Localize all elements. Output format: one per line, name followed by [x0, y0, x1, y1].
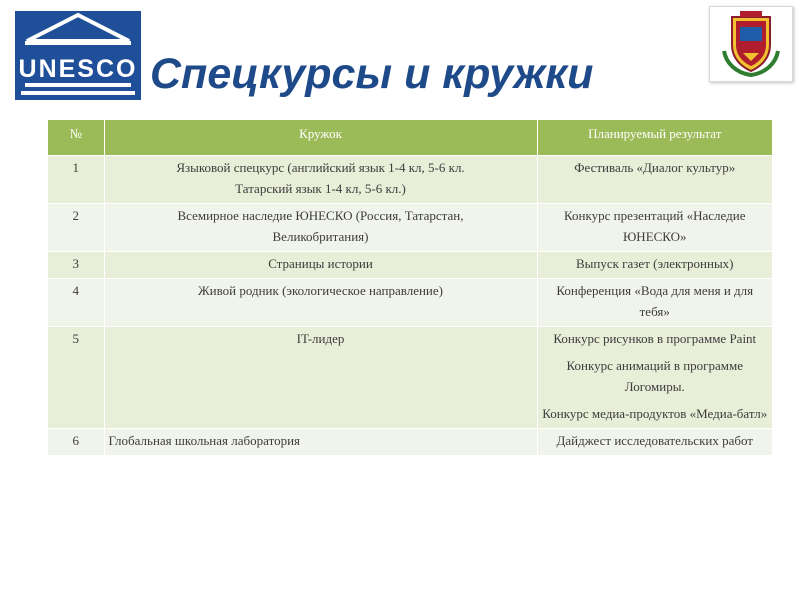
table-row [48, 204, 772, 252]
result-item: Конференция «Вода для меня и для тебя» [556, 283, 754, 319]
club-name [104, 429, 537, 456]
club-name-line: Живой родник (экологическое направление) [197, 283, 443, 298]
club-name-line: Великобритания) [272, 229, 369, 244]
club-name-line: IT-лидер [296, 331, 345, 346]
club-name [104, 156, 537, 204]
planned-result [537, 279, 772, 327]
table-row [48, 327, 772, 429]
club-name [104, 204, 537, 252]
unesco-logo [15, 11, 141, 100]
result-item: Выпуск газет (электронных) [575, 256, 734, 271]
column-header-club: Кружок [104, 120, 537, 156]
table-header-row [48, 120, 772, 156]
club-name-line: Всемирное наследие ЮНЕСКО (Россия, Татарстан, [177, 208, 464, 223]
club-name [104, 252, 537, 279]
courses-table [48, 120, 772, 455]
row-number: 6 [48, 429, 104, 456]
club-name [104, 327, 537, 429]
page-title: Спецкурсы и кружки [150, 50, 594, 98]
row-number: 3 [48, 252, 104, 279]
club-name [104, 279, 537, 327]
school-crest [709, 6, 793, 82]
column-header-number: № [48, 120, 104, 156]
unesco-temple-icon [15, 11, 141, 100]
result-item: Конкурс анимаций в программе Логомиры. [566, 358, 743, 394]
result-item: Дайджест исследовательских работ [556, 433, 753, 448]
row-number: 2 [48, 204, 104, 252]
crest-icon [710, 7, 792, 81]
club-name-line: Страницы истории [268, 256, 373, 271]
table-row [48, 429, 772, 456]
table-row [48, 156, 772, 204]
club-name-line: Татарский язык 1-4 кл, 5-6 кл.) [235, 181, 406, 196]
planned-result [537, 429, 772, 456]
row-number: 5 [48, 327, 104, 429]
result-item: Конкурс презентаций «Наследие ЮНЕСКО» [564, 208, 746, 244]
table-row [48, 252, 772, 279]
column-header-result: Планируемый результат [537, 120, 772, 156]
result-item: Конкурс рисунков в программе Paint [553, 331, 757, 346]
planned-result [537, 252, 772, 279]
result-item: Фестиваль «Диалог культур» [574, 160, 736, 175]
planned-result [537, 327, 772, 429]
planned-result [537, 156, 772, 204]
club-name-line: Глобальная школьная лаборатория [108, 433, 301, 448]
unesco-logo-text: UNESCO [18, 55, 138, 83]
planned-result [537, 204, 772, 252]
result-item: Конкурс медиа-продуктов «Медиа-батл» [542, 406, 768, 421]
table-row [48, 279, 772, 327]
club-name-line: Языковой спецкурс (английский язык 1-4 кл, 5-6 кл. [176, 160, 465, 175]
row-number: 1 [48, 156, 104, 204]
row-number: 4 [48, 279, 104, 327]
